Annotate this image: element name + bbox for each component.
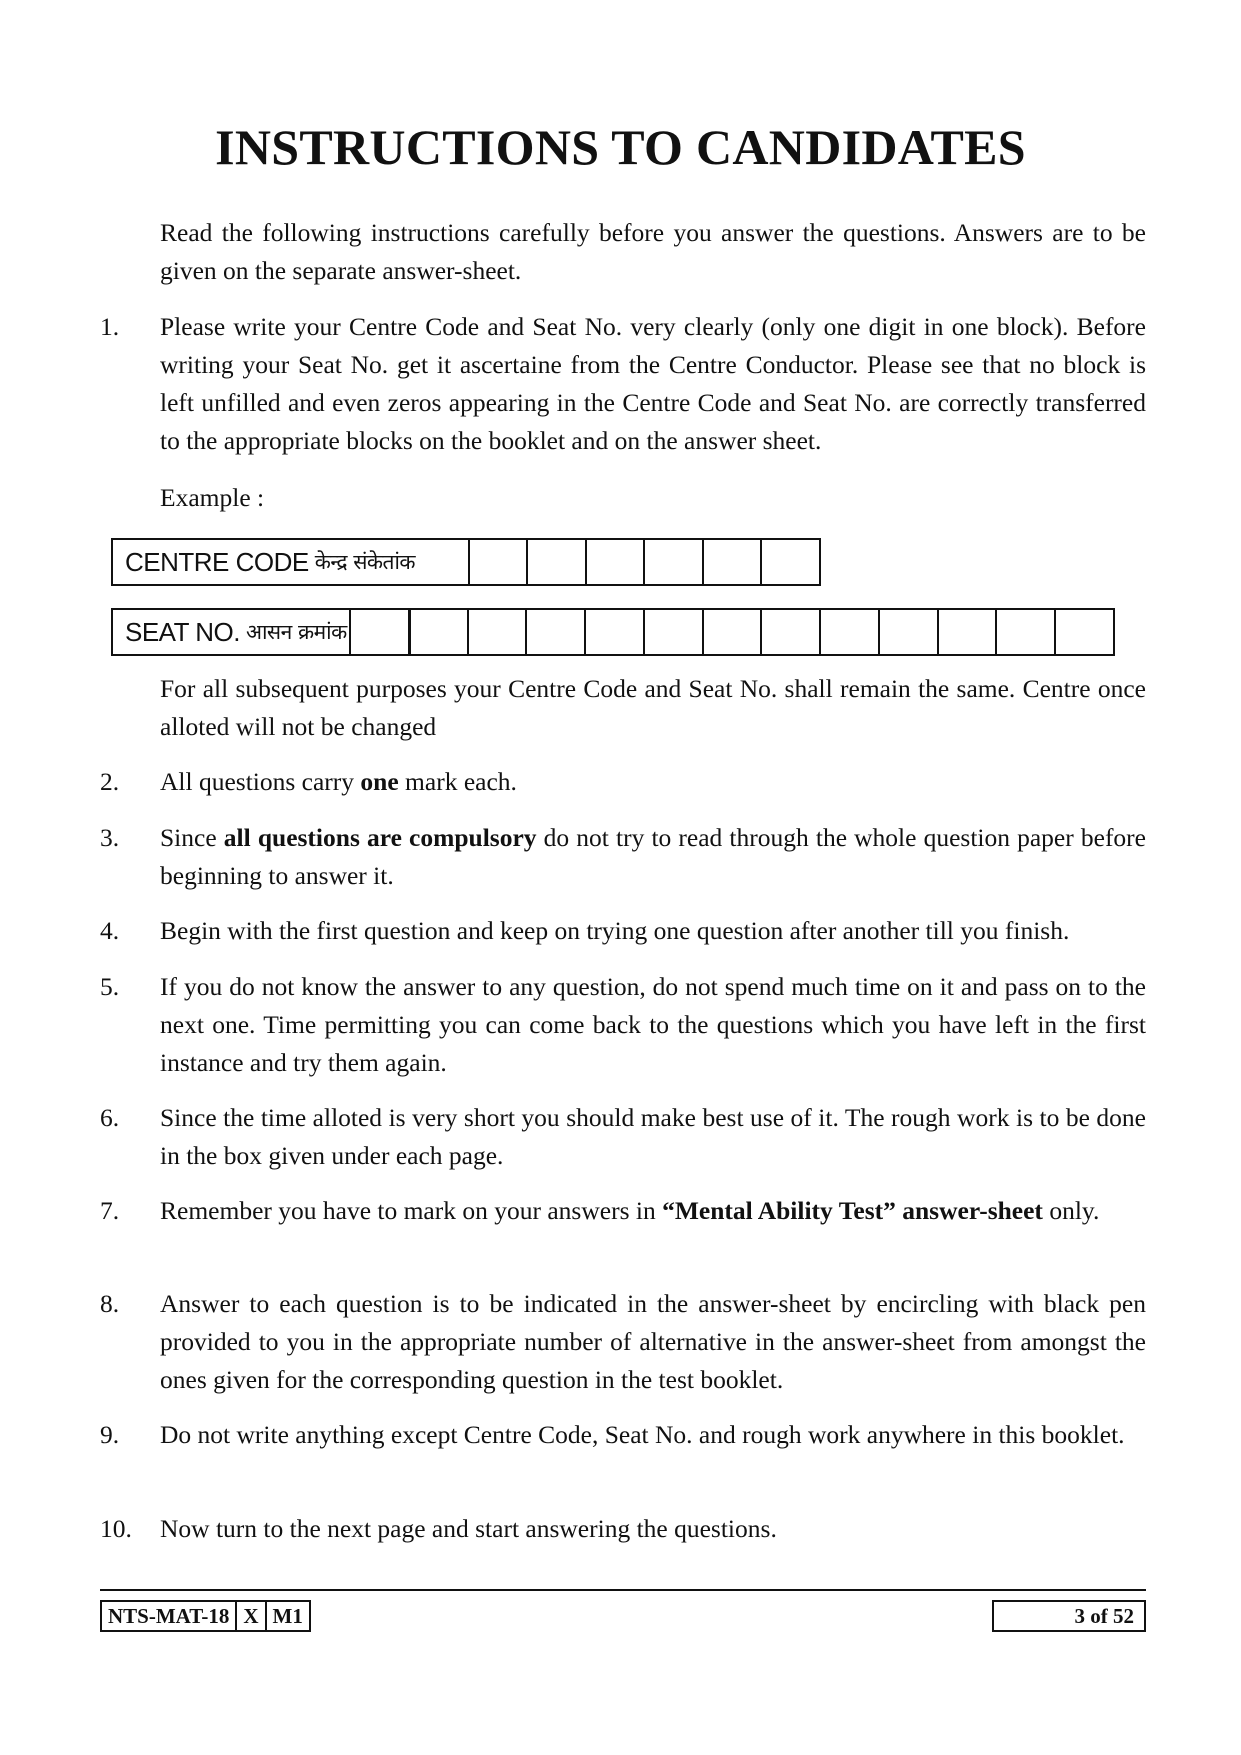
item-number: 9. [100, 1420, 120, 1449]
centre-code-block[interactable] [585, 540, 644, 584]
centre-code-block[interactable] [526, 540, 585, 584]
item-text: If you do not know the answer to any question, do not spend much time on it and pass on to the next one. Time permitting you can come back to the questions which you have left in the first instance and try them again. [160, 972, 1146, 1077]
item-number: 8. [100, 1289, 120, 1318]
seat-no-block[interactable] [643, 610, 702, 654]
instruction-item-3 [100, 819, 1146, 895]
item-number: 7. [100, 1196, 120, 1225]
centre-code-block[interactable] [643, 540, 702, 584]
instruction-item-5 [100, 968, 1146, 1082]
paper-code-box [100, 1600, 311, 1632]
seat-no-block[interactable] [584, 610, 643, 654]
seat-no-block[interactable] [1054, 610, 1113, 654]
item-text: Begin with the first question and keep on trying one question after another till you finish. [160, 916, 1070, 945]
item-number: 3. [100, 823, 120, 852]
centre-code-block[interactable] [702, 540, 761, 584]
item-text: All questions carry one mark each. [160, 767, 517, 796]
page-number: 3 of 52 [992, 1600, 1146, 1632]
instruction-item-6 [100, 1099, 1146, 1175]
centre-code-box [111, 538, 821, 586]
paper-set: M1 [265, 1602, 309, 1630]
instruction-item-4 [100, 912, 1146, 950]
item-text: Do not write anything except Centre Code, Seat No. and rough work anywhere in this booklet. [160, 1420, 1125, 1449]
item-text: Since all questions are compulsory do not try to read through the whole question paper before beginning to answer it. [160, 823, 1146, 890]
item-number: 2. [100, 767, 120, 796]
instruction-item-10 [100, 1510, 1146, 1548]
centre-code-block[interactable] [468, 540, 527, 584]
seat-no-block[interactable] [878, 610, 937, 654]
seat-no-block[interactable] [995, 610, 1054, 654]
seat-no-block[interactable] [702, 610, 761, 654]
item-emphasis: “Mental Ability Test” answer-sheet [662, 1196, 1043, 1225]
intro-paragraph: Read the following instructions carefully before you answer the questions. Answers are to be given on the separate answer-sheet. [160, 218, 1146, 285]
item-text: Please write your Centre Code and Seat No. very clearly (only one digit in one block). Before writing your Seat No. get it ascertaine from the Centre Conductor. Please see that no block is left unfilled and even zeros appearing in the Centre Code and Seat No. are correctly transferred to the appropriate blocks on the booklet and on the answer sheet. [160, 312, 1146, 455]
seat-no-block[interactable] [819, 610, 878, 654]
paper-code: NTS-MAT-18 [108, 1603, 230, 1628]
seat-no-block[interactable] [349, 610, 408, 654]
seat-no-box [111, 608, 1115, 656]
item-number: 1. [100, 312, 120, 341]
seat-no-label-text: SEAT NO. [125, 616, 240, 647]
item-number: 5. [100, 972, 120, 1001]
item-emphasis: all questions are compulsory [223, 823, 537, 852]
seat-no-label [113, 610, 349, 654]
centre-code-label [113, 540, 468, 584]
instruction-item-2 [100, 763, 1146, 801]
item-number: 10. [100, 1514, 132, 1543]
instruction-item-9 [100, 1416, 1146, 1454]
centre-code-label-text: CENTRE CODE [125, 546, 309, 577]
page-title: INSTRUCTIONS TO CANDIDATES [215, 119, 1026, 175]
seat-no-block[interactable] [937, 610, 996, 654]
seat-no-block[interactable] [408, 610, 467, 654]
item-text: Answer to each question is to be indicated in the answer-sheet by encircling with black pen provided to you in the appropriate number of alternative in the answer-sheet from amongst the ones given for the corresponding question in the test booklet. [160, 1289, 1146, 1394]
after-example-paragraph: For all subsequent purposes your Centre Code and Seat No. shall remain the same. Centre once alloted will not be changed [160, 674, 1146, 741]
instruction-item-8 [100, 1285, 1146, 1399]
seat-no-label-hindi: आसन क्रमांक [245, 620, 347, 644]
seat-no-block[interactable] [525, 610, 584, 654]
item-number: 4. [100, 916, 120, 945]
instruction-item-7 [100, 1192, 1146, 1230]
centre-code-label-hindi: केन्द्र संकेतांक [314, 550, 416, 574]
item-text: Now turn to the next page and start answering the questions. [160, 1514, 777, 1543]
item-number: 6. [100, 1103, 120, 1132]
example-label: Example : [160, 483, 265, 512]
seat-no-block[interactable] [760, 610, 819, 654]
item-emphasis: one [360, 767, 399, 796]
item-text: Since the time alloted is very short you should make best use of it. The rough work is to be done in the box given under each page. [160, 1103, 1146, 1170]
item-text: Remember you have to mark on your answers in “Mental Ability Test” answer-sheet only. [160, 1196, 1100, 1225]
seat-no-block[interactable] [467, 610, 526, 654]
instruction-item-1 [100, 308, 1146, 460]
centre-code-block[interactable] [760, 540, 819, 584]
footer-divider [100, 1589, 1146, 1591]
paper-standard: X [235, 1602, 264, 1630]
